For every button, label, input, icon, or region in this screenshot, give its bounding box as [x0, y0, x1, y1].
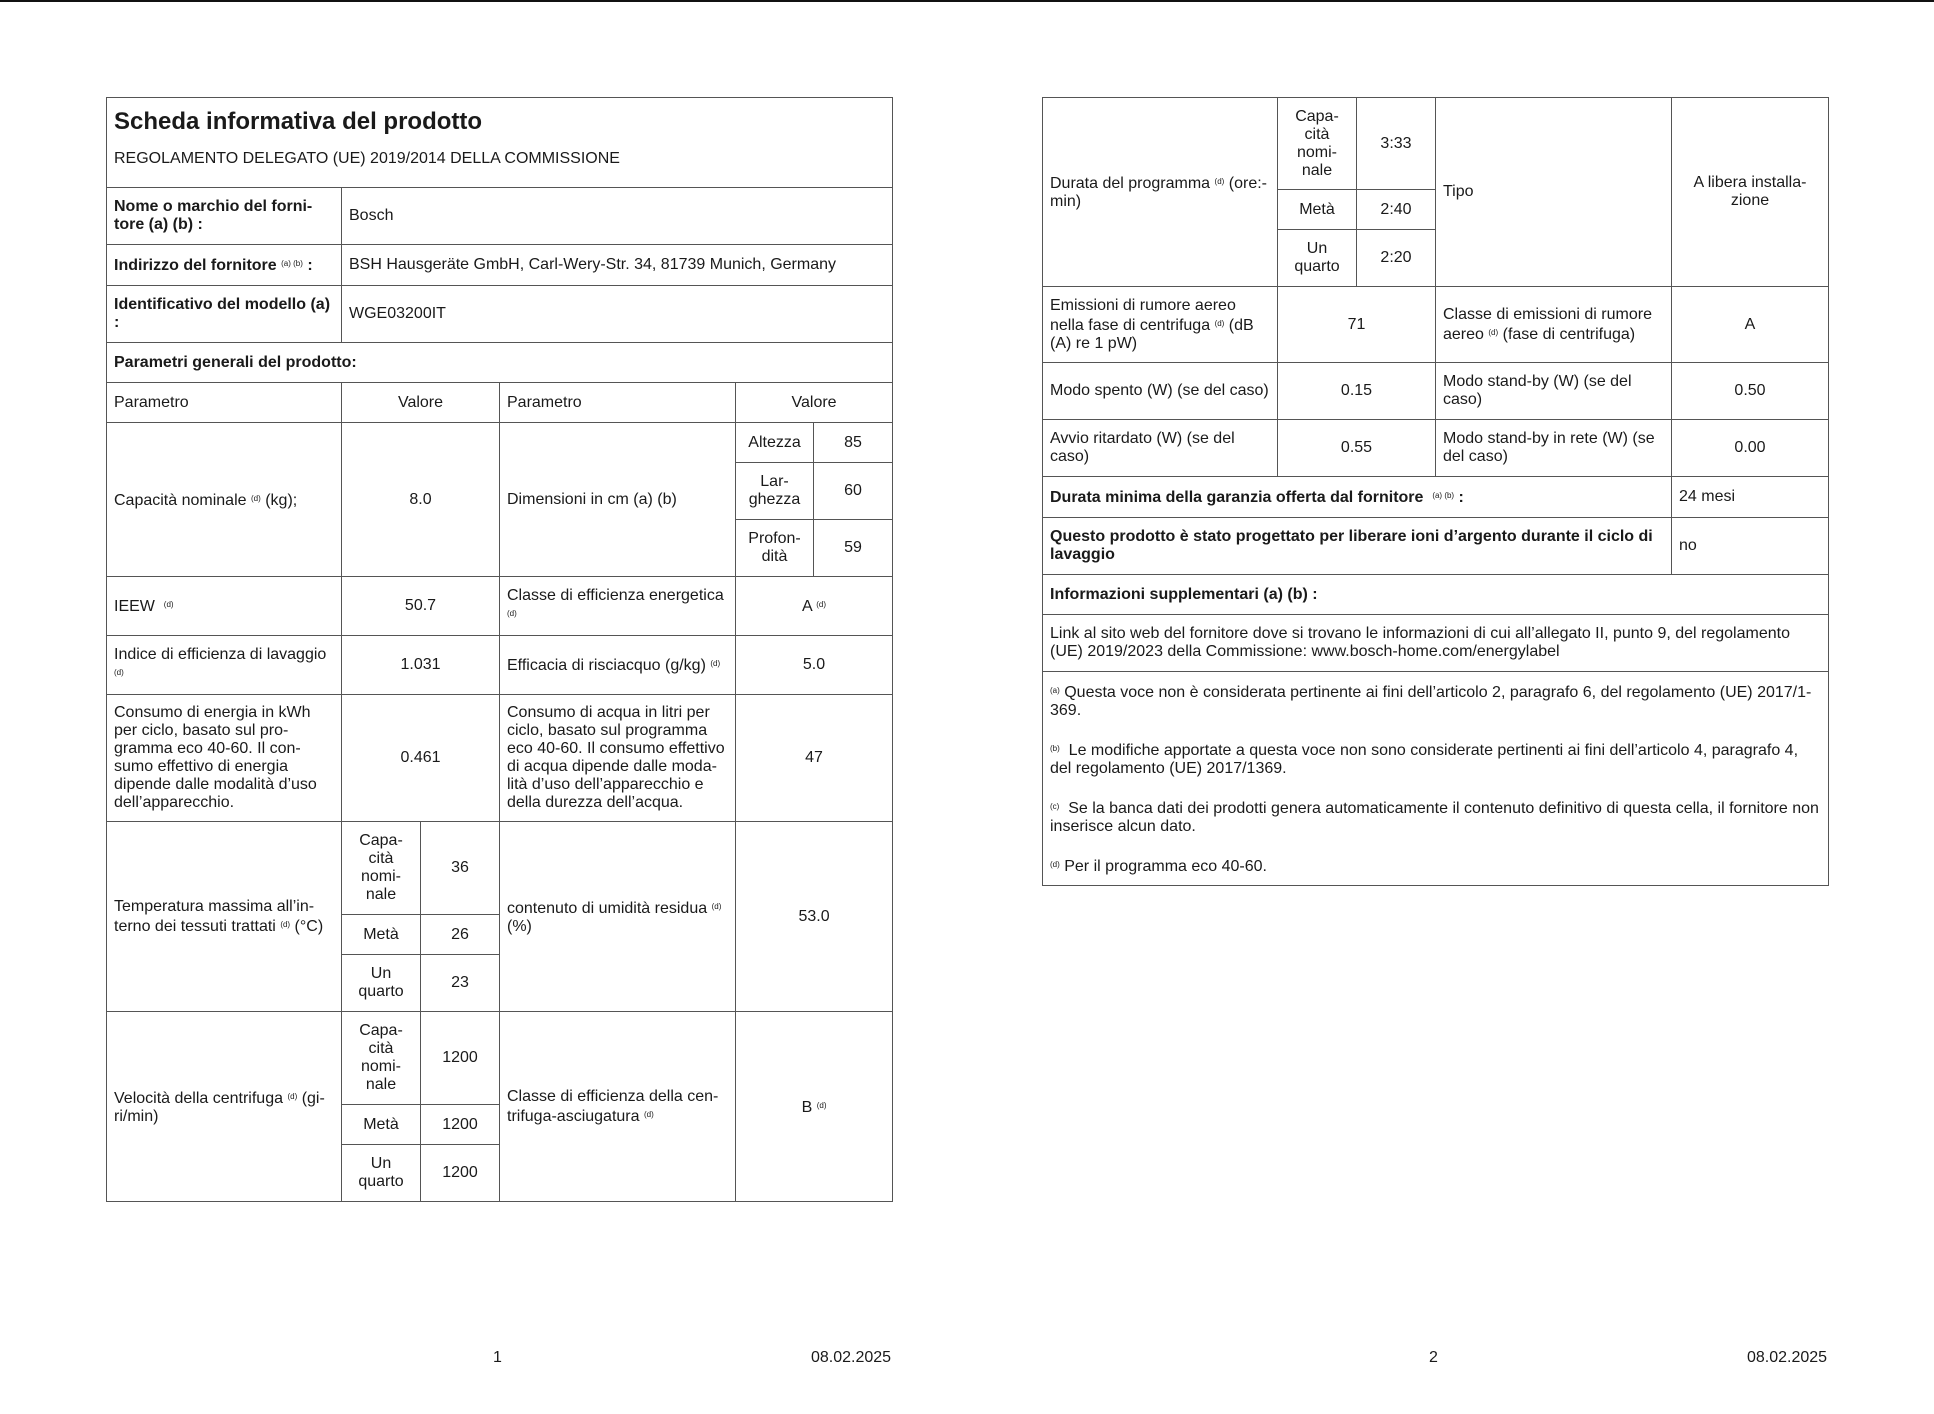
supplier-website-link: Link al sito web del fornitore dove si trovano le informazioni di cui all’allegato II, punto 9, del regolamento (UE) 2019/2023 della Commissione: www.bosch-home.com/energylabel	[1043, 615, 1829, 672]
duration-rated-value: 3:33	[1357, 98, 1436, 190]
temp-rated-value: 36	[421, 822, 500, 915]
spin-class-value: B $^{(d)}$	[736, 1012, 893, 1202]
type-label: Tipo	[1436, 98, 1672, 287]
off-mode-value: 0.15	[1278, 363, 1436, 420]
dimensions-label: Dimensioni in cm (a) (b)	[500, 423, 736, 577]
footer-date-1: 08.02.2025	[811, 1349, 892, 1366]
ieew-value: 50.7	[342, 577, 500, 636]
depth-label: Profon-dità	[736, 520, 814, 577]
width-label: Lar-ghezza	[736, 463, 814, 520]
height-value: 85	[814, 423, 893, 463]
duration-half-value: 2:40	[1357, 190, 1436, 230]
spin-half-label: Metà	[342, 1105, 421, 1145]
footnote-d: $^{(d)}$ Per il programma eco 40-60.	[1050, 858, 1267, 875]
standby-value: 0.50	[1672, 363, 1829, 420]
delayed-start-value: 0.55	[1278, 420, 1436, 477]
capacity-label: Capacità nominale $^{(d)}$ (kg);	[107, 423, 342, 577]
capacity-value: 8.0	[342, 423, 500, 577]
noise-class-label: Classe di emissioni di rumore aereo $^{(d)}$ (fase di centrifuga)	[1436, 287, 1672, 363]
general-params-heading: Parametri generali del prodotto:	[107, 343, 893, 383]
energy-class-label: Classe di efficienza energetica $^{(d)}$	[500, 577, 736, 636]
col-header-param-2: Parametro	[500, 383, 736, 423]
footer-date-2: 08.02.2025	[1747, 1349, 1828, 1366]
noise-label: Emissioni di rumore aereo nella fase di centrifuga $^{(d)}$ (dB (A) re 1 pW)	[1043, 287, 1278, 363]
network-standby-value: 0.00	[1672, 420, 1829, 477]
footnote-c: $^{(c)}$ Se la banca dati dei prodotti genera automaticamente il contenuto definitivo di questa cella, il fornitore non inserisce alcun dato.	[1050, 800, 1819, 835]
silver-ions-value: no	[1672, 518, 1829, 575]
col-header-value-2: Valore	[736, 383, 893, 423]
rinse-label: Efficacia di risciacquo (g/kg) $^{(d)}$	[500, 636, 736, 695]
duration-rated-label: Capa-cità nomi-nale	[1278, 98, 1357, 190]
energy-consumption-value: 0.461	[342, 695, 500, 822]
warranty-value: 24 mesi	[1672, 477, 1829, 518]
noise-value: 71	[1278, 287, 1436, 363]
silver-ions-label: Questo prodotto è stato progettato per liberare ioni d’argento durante il ciclo di lavaggio	[1043, 518, 1672, 575]
temp-half-label: Metà	[342, 915, 421, 955]
depth-value: 59	[814, 520, 893, 577]
temp-quarter-label: Un quarto	[342, 955, 421, 1012]
duration-label: Durata del programma $^{(d)}$ (ore:-min)	[1043, 98, 1278, 287]
spin-class-label: Classe di efficienza della cen-trifuga-asciugatura $^{(d)}$	[500, 1012, 736, 1202]
page-2	[1042, 97, 1828, 886]
noise-class-value: A	[1672, 287, 1829, 363]
delayed-start-label: Avvio ritardato (W) (se del caso)	[1043, 420, 1278, 477]
off-mode-label: Modo spento (W) (se del caso)	[1043, 363, 1278, 420]
temp-rated-label: Capa-cità nomi-nale	[342, 822, 421, 915]
ieew-label: IEEW $^{(d)}$	[107, 577, 342, 636]
width-value: 60	[814, 463, 893, 520]
header-cell	[107, 98, 893, 188]
energy-class-value: A $^{(d)}$	[736, 577, 893, 636]
wash-index-label: Indice di efficienza di lavaggio $^{(d)}$	[107, 636, 342, 695]
page-number-2: 2	[1429, 1349, 1438, 1366]
supplier-address-label: Indirizzo del fornitore $^{(a) (b)}$ :	[107, 245, 342, 286]
network-standby-label: Modo stand-by in rete (W) (se del caso)	[1436, 420, 1672, 477]
regulation-text: REGOLAMENTO DELEGATO (UE) 2019/2014 DELLA COMMISSIONE	[114, 150, 620, 167]
page-1	[106, 97, 892, 1202]
duration-half-label: Metà	[1278, 190, 1357, 230]
extra-info-label: Informazioni supplementari (a) (b) :	[1043, 575, 1829, 615]
model-id-label: Identificativo del modello (a) :	[107, 286, 342, 343]
duration-quarter-label: Un quarto	[1278, 230, 1357, 287]
temp-half-value: 26	[421, 915, 500, 955]
spin-rated-label: Capa-cità nomi-nale	[342, 1012, 421, 1105]
spin-quarter-value: 1200	[421, 1145, 500, 1202]
wash-index-value: 1.031	[342, 636, 500, 695]
type-value: A libera installa-zione	[1672, 98, 1829, 287]
rinse-value: 5.0	[736, 636, 893, 695]
col-header-value-1: Valore	[342, 383, 500, 423]
spin-quarter-label: Un quarto	[342, 1145, 421, 1202]
page-title: Scheda informativa del prodotto	[114, 108, 483, 135]
product-info-table-continued	[1042, 97, 1829, 886]
temp-quarter-value: 23	[421, 955, 500, 1012]
footnotes	[1043, 672, 1829, 886]
model-id-value: WGE03200IT	[342, 286, 893, 343]
footnote-a: $^{(a)}$ Questa voce non è considerata pertinente ai fini dell’articolo 2, paragrafo 6, del regolamento (UE) 2017/1-369.	[1050, 684, 1812, 719]
duration-quarter-value: 2:20	[1357, 230, 1436, 287]
moisture-value: 53.0	[736, 822, 893, 1012]
spin-speed-label: Velocità della centrifuga $^{(d)}$ (gi-ri/min)	[107, 1012, 342, 1202]
water-consumption-label: Consumo di acqua in litri per ciclo, basato sul programma eco 40-60. Il consumo effettivo di acqua dipende dalle moda-lità d’uso dell’apparecchio e della durezza dell’acqua.	[500, 695, 736, 822]
spin-half-value: 1200	[421, 1105, 500, 1145]
footnote-b: $^{(b)}$ Le modifiche apportate a questa voce non sono considerate pertinenti ai fini dell’articolo 4, paragrafo 4, del regolamento (UE) 2017/1369.	[1050, 742, 1799, 777]
product-info-table	[106, 97, 893, 1202]
spin-rated-value: 1200	[421, 1012, 500, 1105]
warranty-label: Durata minima della garanzia offerta dal fornitore $^{(a) (b)}$ :	[1043, 477, 1672, 518]
max-temp-label: Temperatura massima all’in-terno dei tessuti trattati $^{(d)}$ (°C)	[107, 822, 342, 1012]
moisture-label: contenuto di umidità residua $^{(d)}$ (%)	[500, 822, 736, 1012]
top-border-line	[0, 0, 1934, 2]
col-header-param-1: Parametro	[107, 383, 342, 423]
energy-consumption-label: Consumo di energia in kWh per ciclo, basato sul pro-gramma eco 40-60. Il con-sumo effettivo di energia dipende dalle modalità d’uso dell’apparecchio.	[107, 695, 342, 822]
standby-label: Modo stand-by (W) (se del caso)	[1436, 363, 1672, 420]
supplier-name-value: Bosch	[342, 188, 893, 245]
supplier-address-value: BSH Hausgeräte GmbH, Carl-Wery-Str. 34, 81739 Munich, Germany	[342, 245, 893, 286]
water-consumption-value: 47	[736, 695, 893, 822]
page-number-1: 1	[493, 1349, 502, 1366]
supplier-name-label: Nome o marchio del forni-tore (a) (b) :	[107, 188, 342, 245]
height-label: Altezza	[736, 423, 814, 463]
